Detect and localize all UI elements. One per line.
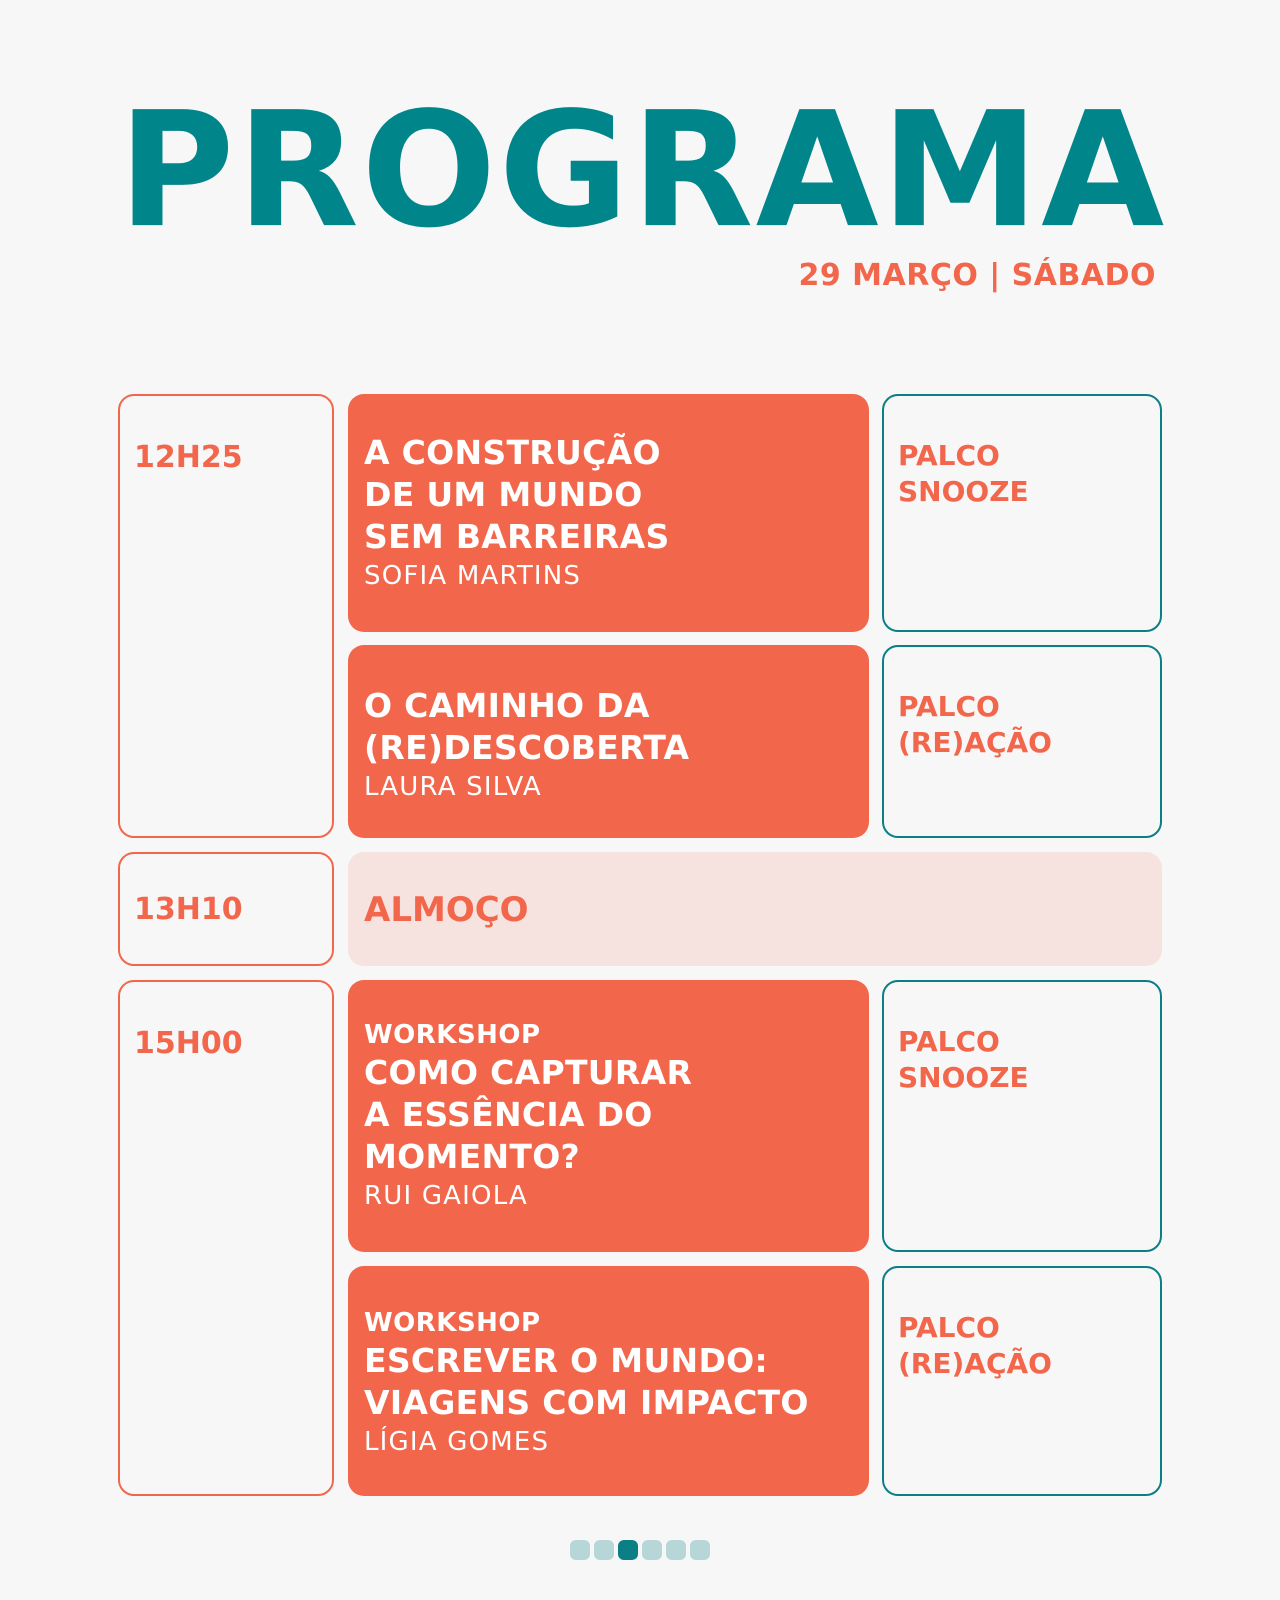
carousel-pagination[interactable] — [570, 1540, 710, 1560]
session-title: COMO CAPTURAR A ESSÊNCIA DO MOMENTO? — [364, 1053, 693, 1176]
stage-card — [882, 980, 1162, 1252]
stage-label: PALCO (RE)AÇÃO — [898, 690, 1052, 759]
time-label: 13H10 — [134, 892, 243, 927]
stage-card — [882, 645, 1162, 838]
session-title: O CAMINHO DA (RE)DESCOBERTA — [364, 686, 690, 767]
session-card[interactable] — [348, 980, 869, 1252]
time-slot-1 — [118, 394, 334, 838]
session-speaker: RUI GAIOLA — [364, 1181, 528, 1211]
pagination-dot[interactable] — [642, 1540, 662, 1560]
time-slot-2 — [118, 852, 334, 966]
session-card[interactable] — [348, 1266, 869, 1496]
session-card[interactable] — [348, 645, 869, 838]
stage-card — [882, 394, 1162, 632]
pagination-dot[interactable] — [570, 1540, 590, 1560]
session-speaker: SOFIA MARTINS — [364, 561, 582, 591]
session-kind: WORKSHOP — [364, 1020, 541, 1050]
session-kind: WORKSHOP — [364, 1308, 541, 1338]
session-title: A CONSTRUÇÃO DE UM MUNDO SEM BARREIRAS — [364, 433, 670, 556]
stage-card — [882, 1266, 1162, 1496]
stage-label: PALCO (RE)AÇÃO — [898, 1311, 1052, 1380]
time-slot-3 — [118, 980, 334, 1496]
session-title: ESCREVER O MUNDO: VIAGENS COM IMPACTO — [364, 1341, 809, 1422]
pagination-dot[interactable] — [666, 1540, 686, 1560]
session-card[interactable] — [348, 394, 869, 632]
session-speaker: LÍGIA GOMES — [364, 1427, 550, 1457]
pagination-dot[interactable] — [690, 1540, 710, 1560]
stage-label: PALCO SNOOZE — [898, 1025, 1029, 1094]
lunch-break-card — [348, 852, 1162, 966]
session-speaker: LAURA SILVA — [364, 772, 542, 802]
page-title: PROGRAMA — [118, 78, 1167, 264]
event-date: 29 MARÇO | SÁBADO — [798, 258, 1156, 293]
lunch-label: ALMOÇO — [364, 890, 529, 930]
time-label: 12H25 — [134, 440, 243, 475]
pagination-dot[interactable] — [594, 1540, 614, 1560]
time-label: 15H00 — [134, 1026, 243, 1061]
stage-label: PALCO SNOOZE — [898, 439, 1029, 508]
pagination-dot-active[interactable] — [618, 1540, 638, 1560]
